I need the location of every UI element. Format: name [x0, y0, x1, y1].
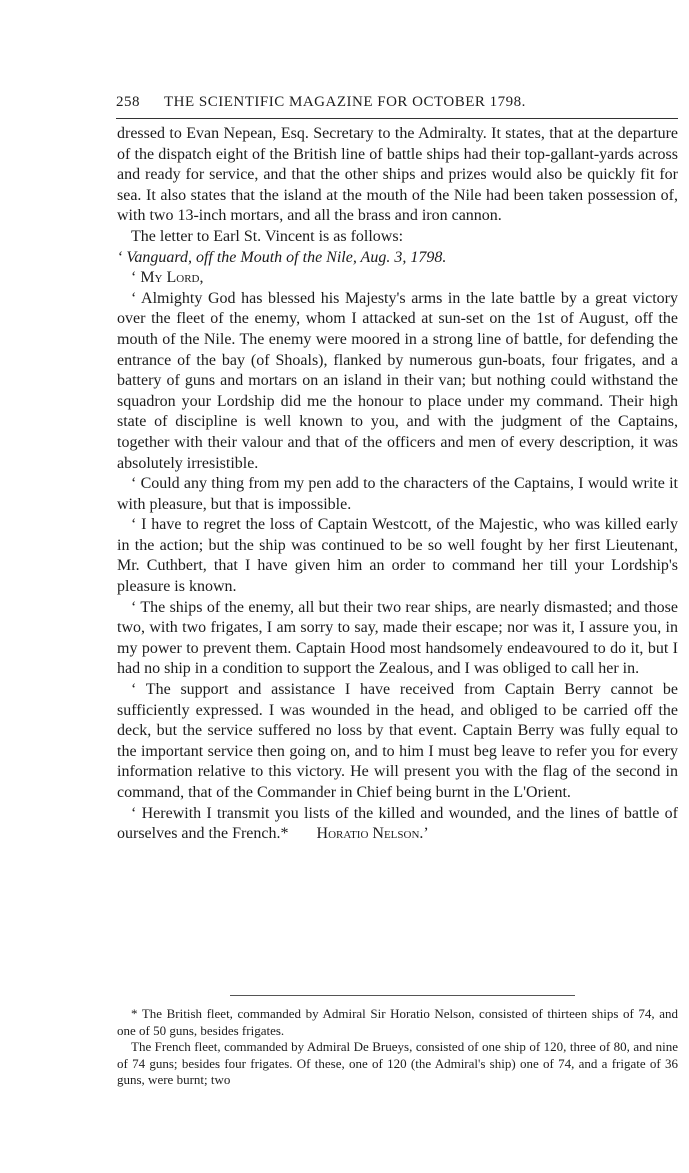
paragraph-letter-intro: The letter to Earl St. Vincent is as follows:	[131, 227, 404, 245]
paragraph-captains: ‘ Could any thing from my pen add to the characters of the Captains, I would write it with pleasure, but that is impossible.	[117, 475, 678, 513]
paragraph-victory: ‘ Almighty God has blessed his Majesty's arms in the late battle by a great victory over the fleet of the enemy, whom I attacked at sun-set on the 1st of August, off the mouth of the Nile. The enemy were moored in a strong line of battle, for defending the entrance of the bay (of Shoals), flanked by numerous gun-boats, four frigates, and a battery of guns and mortars on an island in their van; but nothing could withstand the squadron your Lordship did me the honour to place under my command. Their high state of discipline is well known to you, and with the judgment of the Captains, together with their valour and that of the officers and men of every description, it was absolutely irresistible.	[117, 289, 678, 472]
running-title: THE SCIENTIFIC MAGAZINE FOR OCTOBER 1798.	[164, 94, 526, 110]
closing-text: ‘ Herewith I transmit you lists of the killed and wounded, and the lines of battle of ourselves and the French.*	[117, 804, 678, 843]
header-rule	[116, 118, 678, 119]
running-header	[116, 94, 676, 116]
paragraph-westcott: ‘ I have to regret the loss of Captain Westcott, of the Majestic, who was killed early in the action; but the ship was continued to be so well fought by her first Lieutenant, Mr. Cuthbert, that I have given him an order to command her till your Lordship's pleasure is known.	[117, 516, 678, 596]
paragraph-dispatch: dressed to Evan Nepean, Esq. Secretary to the Admiralty. It states, that at the departure of the dispatch eight of the British line of battle ships had their top-gallant-yards across and ready for service, and that the other ships and prizes would also be quickly fit for sea. It also states that the island at the mouth of the Nile had been taken possession of, with two 13-inch mortars, and all the brass and iron cannon.	[117, 125, 678, 225]
footnotes	[117, 1006, 678, 1089]
letter-salutation: ‘ My Lord,	[131, 269, 204, 287]
signature: Horatio Nelson.’	[316, 825, 429, 843]
letter-dateline: ‘ Vanguard, off the Mouth of the Nile, Aug. 3, 1798.	[117, 248, 447, 266]
paragraph-closing	[117, 804, 678, 845]
footnote-french-fleet: The French fleet, commanded by Admiral De Brueys, consisted of one ship of 120, three of 80, and nine of 74 guns; besides four frigates. Of these, one of 120 (the Admiral's ship) one of 74, and a frigate of 36 guns, were burnt; two	[117, 1039, 678, 1088]
page-number: 258	[116, 94, 140, 110]
paragraph-enemy-ships: ‘ The ships of the enemy, all but their two rear ships, are nearly dismasted; and those two, with two frigates, I am sorry to say, made their escape; nor was it, I assure you, in my power to prevent them. Captain Hood most handsomely endeavoured to do it, but I had no ship in a condition to support the Zealous, and I was obliged to call her in.	[117, 598, 678, 678]
footnote-rule	[230, 995, 575, 996]
article-body	[117, 124, 678, 845]
footnote-british-fleet: * The British fleet, commanded by Admiral Sir Horatio Nelson, consisted of thirteen ships of 74, and one of 50 guns, besides frigates.	[117, 1006, 678, 1038]
paragraph-berry: ‘ The support and assistance I have received from Captain Berry cannot be sufficiently expressed. I was wounded in the head, and obliged to be carried off the deck, but the service suffered no loss by that event. Captain Berry was fully equal to the important service then going on, and to him I must beg leave to refer you for every information relative to this victory. He will present you with the flag of the second in command, that of the Commander in Chief being burnt in the L'Orient.	[117, 681, 678, 801]
